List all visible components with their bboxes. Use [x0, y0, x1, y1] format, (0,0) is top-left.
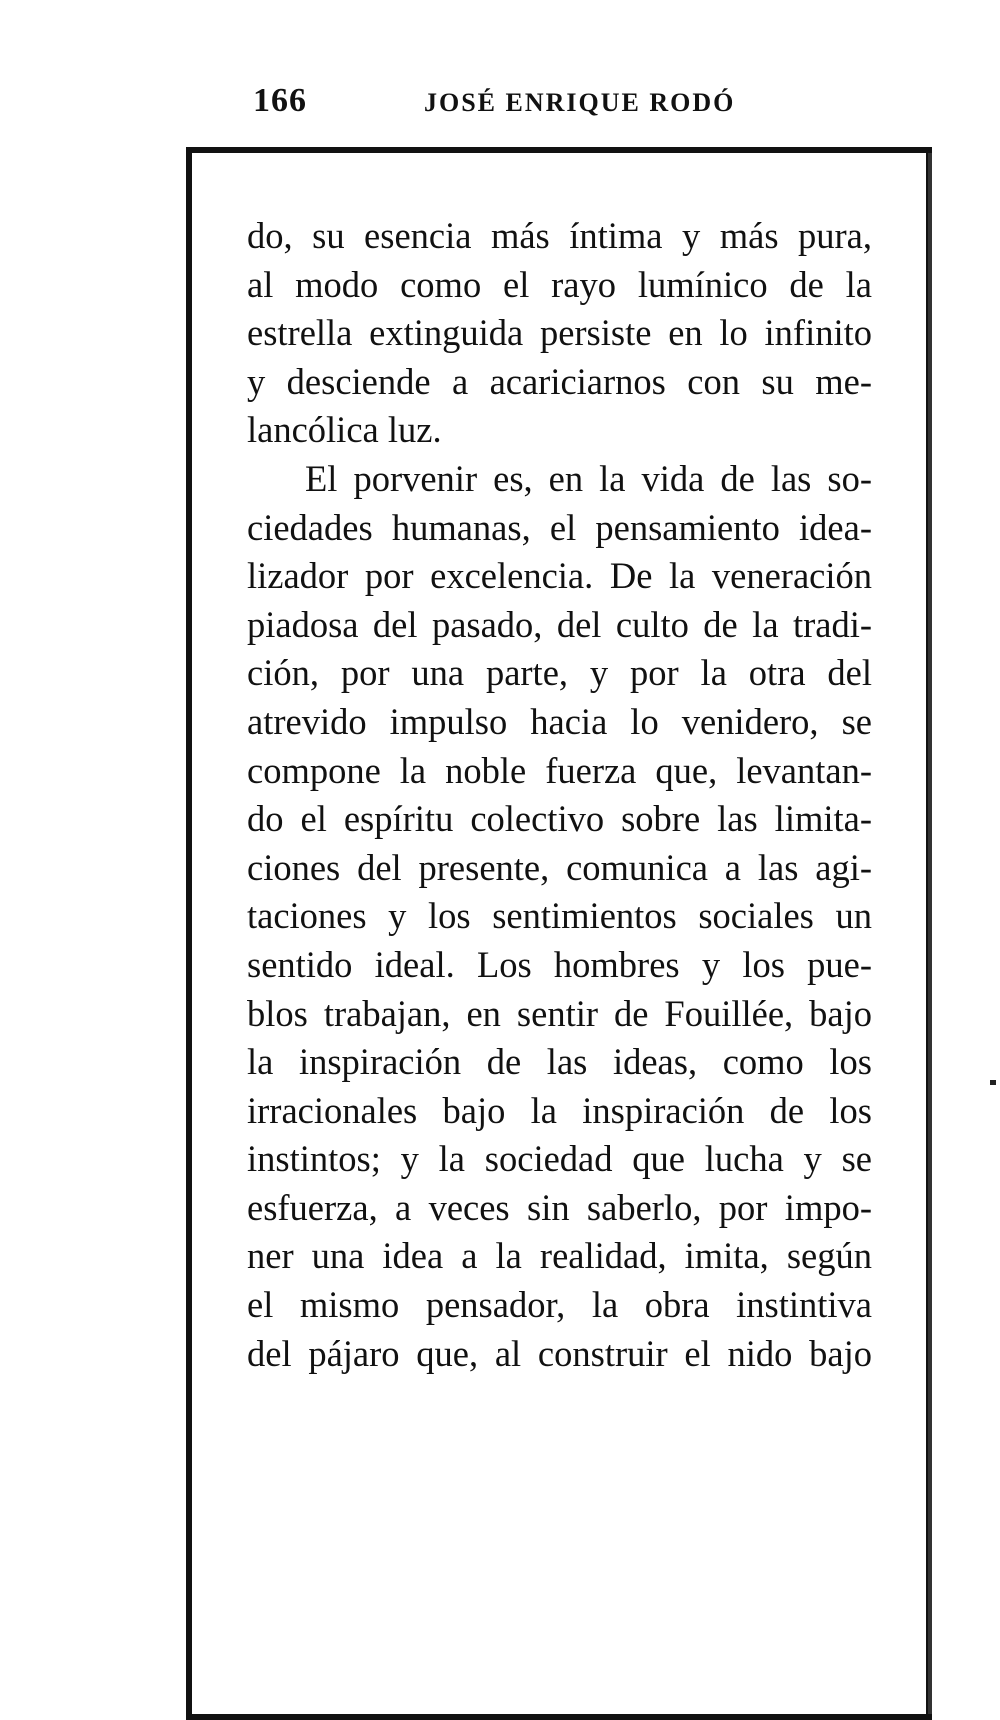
- text-line: sentido ideal. Los hombres y los pue-: [247, 943, 872, 985]
- text-line: el mismo pensador, la obra instintiva: [247, 1284, 872, 1326]
- scan-speck: [990, 1080, 996, 1085]
- text-line: El porvenir es, en la vida de las so-: [305, 457, 872, 499]
- text-line: ciones del presente, comunica a las agi-: [247, 846, 872, 888]
- text-line: atrevido impulso hacia lo venidero, se: [247, 700, 872, 742]
- text-line: y desciende a acariciarnos con su me-: [247, 360, 872, 402]
- text-line: la inspiración de las ideas, como los: [247, 1041, 872, 1083]
- text-line: do el espíritu colectivo sobre las limita-: [247, 798, 872, 840]
- text-line: ner una idea a la realidad, imita, según: [247, 1235, 872, 1277]
- text-line: irracionales bajo la inspiración de los: [247, 1089, 872, 1131]
- text-line: esfuerza, a veces sin saberlo, por impo-: [247, 1186, 872, 1228]
- text-line: estrella extinguida persiste en lo infinito: [247, 312, 872, 354]
- paragraph-1: [247, 212, 872, 455]
- text-line: ciedades humanas, el pensamiento idea-: [247, 506, 872, 548]
- text-line: instintos; y la sociedad que lucha y se: [247, 1138, 872, 1180]
- text-line: ción, por una parte, y por la otra del: [247, 652, 872, 694]
- text-line: do, su esencia más íntima y más pura,: [247, 215, 872, 256]
- text-line: compone la noble fuerza que, levantan-: [247, 749, 872, 791]
- running-head: JOSÉ ENRIQUE RODÓ: [424, 88, 736, 117]
- text-line: lizador por excelencia. De la veneración: [247, 555, 872, 597]
- text-line: piadosa del pasado, del culto de la tradi-: [247, 603, 872, 645]
- text-line: al modo como el rayo lumínico de la: [247, 263, 872, 305]
- text-block: [247, 212, 872, 1378]
- text-line: del pájaro que, al construir el nido bajo: [247, 1332, 872, 1374]
- paragraph-2: [247, 455, 872, 1378]
- page-number: 166: [253, 82, 307, 119]
- text-line: blos trabajan, en sentir de Fouillée, bajo: [247, 992, 872, 1034]
- text-line: lancólica luz.: [247, 409, 442, 451]
- text-line: taciones y los sentimientos sociales un: [247, 895, 872, 937]
